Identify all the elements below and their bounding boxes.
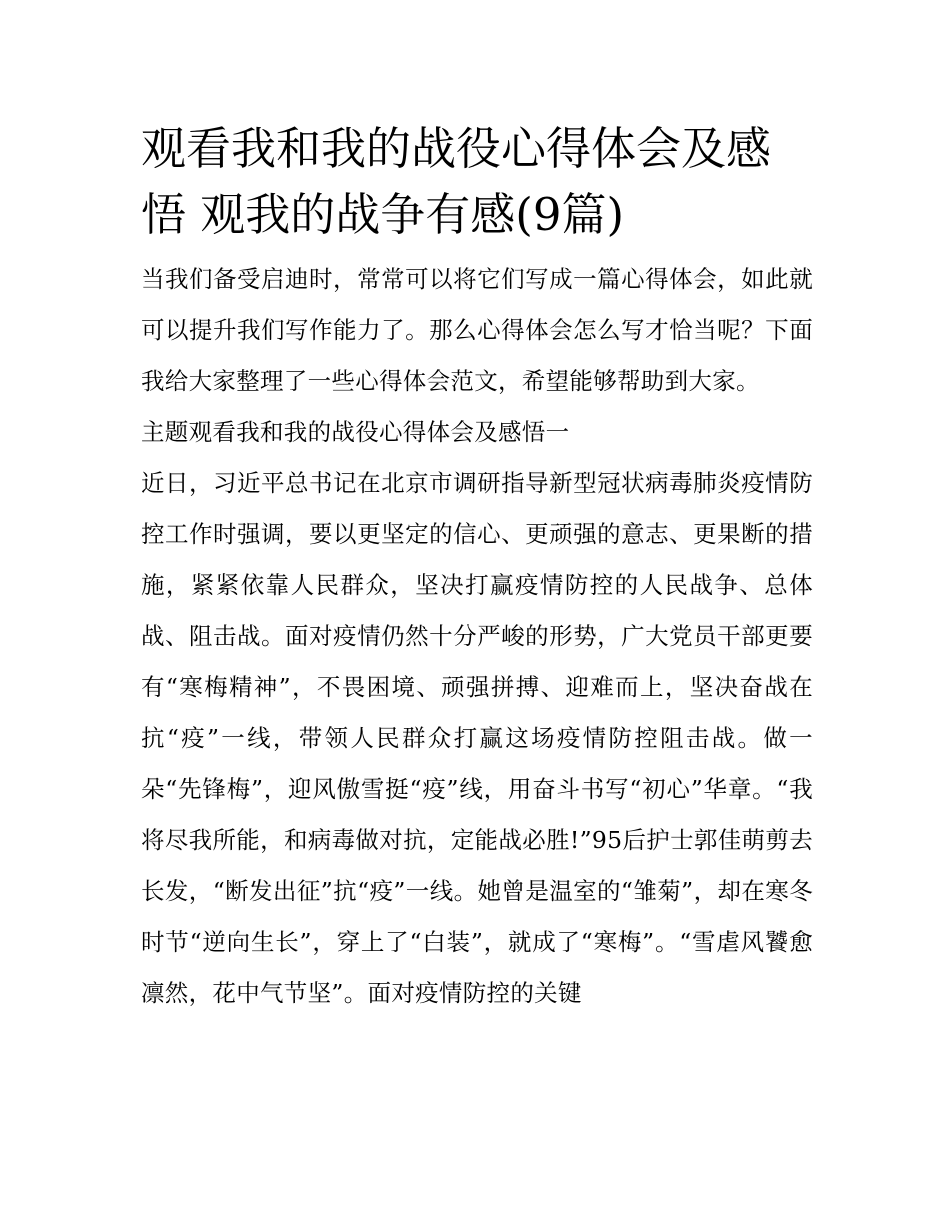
document-content [141, 116, 813, 1019]
document-title: 观看我和我的战役心得体会及感悟 观我的战争有感(9篇) [141, 122, 772, 241]
section-heading: 主题观看我和我的战役心得体会及感悟一 [141, 418, 570, 446]
body-paragraph: 近日，习近平总书记在北京市调研指导新型冠状病毒肺炎疫情防控工作时强调，要以更坚定的信心、更顽强的意志、更果断的措施，紧紧依靠人民群众，坚决打赢疫情防控的人民战争、总体战、阻击战。面对疫情仍然十分严峻的形势，广大党员干部更要有“寒梅精神”，不畏困境、顽强拼搏、迎难而上，坚决奋战在抗“疫”一线，带领人民群众打赢这场疫情防控阻击战。做一朵“先锋梅”，迎风傲雪挺“疫”线，用奋斗书写“初心”华章。“我将尽我所能，和病毒做对抗，定能战必胜!”95后护士郭佳萌剪去长发，“断发出征”抗“疫”一线。她曾是温室的“雏菊”，却在寒冬时节“逆向生长”，穿上了“白装”，就成了“寒梅”。“雪虐风饕愈凛然，花中气节坚”。面对疫情防控的关键 [141, 469, 813, 1007]
intro-paragraph: 当我们备受启迪时，常常可以将它们写成一篇心得体会，如此就可以提升我们写作能力了。那么心得体会怎么写才恰当呢？下面我给大家整理了一些心得体会范文，希望能够帮助到大家。 [141, 265, 813, 395]
